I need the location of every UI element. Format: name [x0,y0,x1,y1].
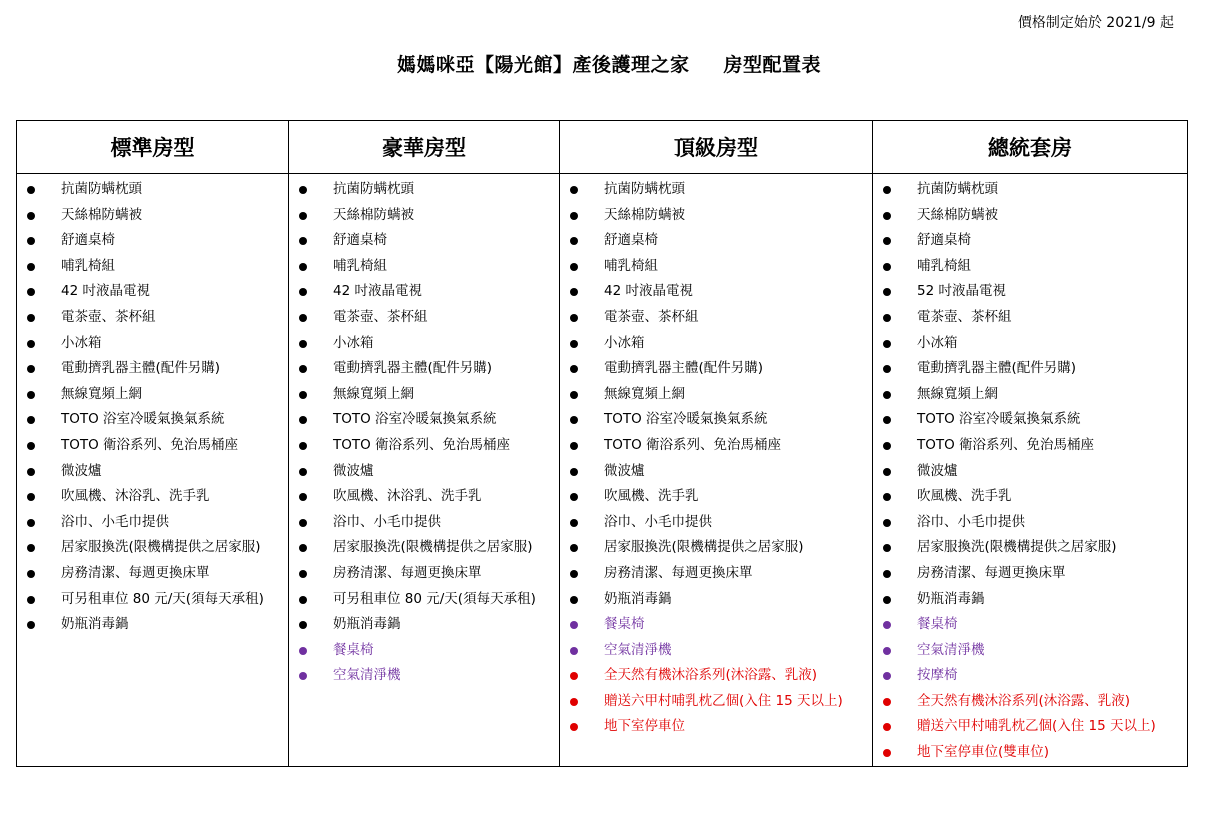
feature-label: 42 吋液晶電視 [333,283,422,300]
feature-item [560,561,872,587]
bullet-icon [570,237,578,245]
feature-label: 吹風機、沐浴乳、洗手乳 [333,488,482,505]
feature-label: 電動擠乳器主體(配件另購) [604,360,764,377]
feature-item [289,612,559,638]
feature-item [17,612,288,638]
feature-item [873,356,1187,382]
feature-label: 房務清潔、每週更換床單 [333,564,482,581]
feature-item [873,331,1187,357]
bullet-icon [883,365,891,373]
feature-label: 電茶壺、茶杯組 [333,308,428,325]
feature-item [560,305,872,331]
bullet-icon [27,237,35,245]
feature-label: 小冰箱 [61,334,102,351]
bullet-icon [27,519,35,527]
bullet-icon [299,314,307,322]
feature-item [289,382,559,408]
bullet-icon [27,212,35,220]
page-title [0,50,1218,77]
feature-label: 哺乳椅組 [604,257,658,274]
bullet-icon [883,340,891,348]
feature-item [560,382,872,408]
feature-item [873,407,1187,433]
bullet-icon [883,237,891,245]
room-features-cell-presidential [873,174,1188,767]
bullet-icon [570,288,578,296]
bullet-icon [27,621,35,629]
feature-label: TOTO 衛浴系列、免治馬桶座 [917,436,1095,453]
feature-item [289,331,559,357]
bullet-icon [299,186,307,194]
feature-item [560,433,872,459]
feature-item [289,407,559,433]
feature-label: 微波爐 [917,462,958,479]
feature-label: 電動擠乳器主體(配件另購) [61,360,221,377]
feature-item [873,587,1187,613]
feature-item [873,228,1187,254]
feature-label: 電茶壺、茶杯組 [604,308,699,325]
bullet-icon [883,544,891,552]
feature-label: 餐桌椅 [333,641,374,658]
feature-item [873,689,1187,715]
bullet-icon [27,186,35,194]
feature-label: TOTO 衛浴系列、免治馬桶座 [61,436,239,453]
bullet-icon [570,212,578,220]
feature-item [289,459,559,485]
bullet-icon [883,391,891,399]
feature-item [17,459,288,485]
bullet-icon [883,723,891,731]
bullet-icon [883,314,891,322]
feature-item [289,510,559,536]
feature-item [17,510,288,536]
bullet-icon [27,365,35,373]
bullet-icon [883,570,891,578]
room-features-cell-deluxe [289,174,560,767]
feature-label: 天絲棉防螨被 [61,206,142,223]
feature-item [873,535,1187,561]
feature-item [560,254,872,280]
bullet-icon [570,391,578,399]
feature-label: 無線寬頻上網 [604,385,685,402]
bullet-icon [27,340,35,348]
feature-label: 浴巾、小毛巾提供 [604,513,712,530]
feature-label: 電動擠乳器主體(配件另購) [333,360,493,377]
feature-list [289,177,559,689]
feature-item [17,535,288,561]
bullet-icon [299,365,307,373]
feature-label: 居家服換洗(限機構提供之居家服) [333,539,533,556]
bullet-icon [27,596,35,604]
feature-item [17,356,288,382]
feature-label: 無線寬頻上網 [917,385,998,402]
feature-label: 抗菌防螨枕頭 [61,181,142,197]
feature-label: 空氣清淨機 [333,667,401,684]
room-header-standard: 標準房型 [17,121,289,174]
feature-item [873,663,1187,689]
feature-item [873,612,1187,638]
page-title-facility: 媽媽咪亞【陽光館】產後護理之家 [396,54,690,76]
feature-label: TOTO 衛浴系列、免治馬桶座 [333,436,511,453]
feature-item [17,203,288,229]
feature-label: 吹風機、沐浴乳、洗手乳 [61,488,210,505]
feature-label: 微波爐 [333,462,374,479]
bullet-icon [570,314,578,322]
bullet-icon [299,493,307,501]
feature-label: 按摩椅 [917,667,958,684]
feature-label: 舒適桌椅 [604,232,658,249]
feature-item [560,638,872,664]
feature-item [873,459,1187,485]
feature-item [873,740,1187,766]
bullet-icon [570,263,578,271]
bullet-icon [27,570,35,578]
feature-label: 可另租車位 80 元/天(須每天承租) [61,590,264,607]
bullet-icon [299,570,307,578]
feature-item [560,331,872,357]
feature-list [17,177,288,638]
feature-label: 微波爐 [61,462,102,479]
feature-label: 天絲棉防螨被 [604,206,685,223]
feature-label: 小冰箱 [333,334,374,351]
bullet-icon [570,544,578,552]
bullet-icon [570,519,578,527]
feature-item [289,279,559,305]
room-header-deluxe: 豪華房型 [289,121,560,174]
feature-item [17,177,288,203]
feature-label: 奶瓶消毒鍋 [604,590,672,607]
feature-item [289,203,559,229]
bullet-icon [570,442,578,450]
bullet-icon [570,186,578,194]
feature-label: 舒適桌椅 [917,232,971,249]
bullet-icon [27,263,35,271]
feature-item [289,254,559,280]
feature-item [873,433,1187,459]
feature-label: 天絲棉防螨被 [333,206,414,223]
feature-item [560,510,872,536]
feature-item [560,484,872,510]
bullet-icon [299,391,307,399]
feature-label: 42 吋液晶電視 [61,283,150,300]
feature-label: 哺乳椅組 [333,257,387,274]
feature-item [289,433,559,459]
feature-item [560,535,872,561]
feature-item [560,228,872,254]
bullet-icon [570,698,578,706]
feature-item [17,331,288,357]
bullet-icon [27,288,35,296]
feature-label: 浴巾、小毛巾提供 [333,513,441,530]
feature-label: 抗菌防螨枕頭 [333,181,414,197]
feature-item [560,203,872,229]
feature-list [560,177,872,740]
feature-item [289,356,559,382]
bullet-icon [883,416,891,424]
feature-item [560,663,872,689]
bullet-icon [299,288,307,296]
bullet-icon [299,468,307,476]
feature-item [17,382,288,408]
bullet-icon [883,672,891,680]
bullet-icon [27,493,35,501]
feature-label: 哺乳椅組 [917,257,971,274]
feature-item [873,714,1187,740]
bullet-icon [299,544,307,552]
feature-item [873,177,1187,203]
feature-label: 舒適桌椅 [333,232,387,249]
bullet-icon [299,212,307,220]
feature-label: 天絲棉防螨被 [917,206,998,223]
feature-label: 可另租車位 80 元/天(須每天承租) [333,590,536,607]
feature-label: 奶瓶消毒鍋 [61,616,129,633]
feature-item [17,279,288,305]
feature-label: 房務清潔、每週更換床單 [917,564,1066,581]
feature-item [17,407,288,433]
bullet-icon [299,416,307,424]
feature-item [560,714,872,740]
page-title-table-name: 房型配置表 [723,54,822,76]
bullet-icon [299,596,307,604]
feature-item [873,510,1187,536]
feature-label: TOTO 浴室冷暖氣換氣系統 [333,411,497,428]
feature-label: 舒適桌椅 [61,232,115,249]
room-features-cell-standard [17,174,289,767]
feature-label: 房務清潔、每週更換床單 [61,564,210,581]
feature-item [289,663,559,689]
feature-label: 浴巾、小毛巾提供 [917,513,1025,530]
feature-label: 空氣清淨機 [604,641,672,658]
feature-label: 小冰箱 [917,334,958,351]
feature-label: 全天然有機沐浴系列(沐浴露、乳液) [917,692,1131,709]
feature-item [560,356,872,382]
feature-item [873,203,1187,229]
feature-list [873,177,1187,766]
feature-item [17,561,288,587]
bullet-icon [27,314,35,322]
bullet-icon [570,340,578,348]
bullet-icon [883,288,891,296]
feature-label: 房務清潔、每週更換床單 [604,564,753,581]
feature-label: 浴巾、小毛巾提供 [61,513,169,530]
feature-item [560,279,872,305]
feature-item [873,305,1187,331]
feature-label: 地下室停車位(雙車位) [917,744,1050,761]
feature-item [289,561,559,587]
feature-label: 無線寬頻上網 [61,385,142,402]
feature-label: 微波爐 [604,462,645,479]
feature-item [17,254,288,280]
feature-label: 奶瓶消毒鍋 [333,616,401,633]
feature-label: 52 吋液晶電視 [917,283,1006,300]
feature-item [289,484,559,510]
feature-label: 電動擠乳器主體(配件另購) [917,360,1077,377]
bullet-icon [570,672,578,680]
bullet-icon [299,340,307,348]
bullet-icon [27,416,35,424]
feature-item [873,638,1187,664]
bullet-icon [570,596,578,604]
bullet-icon [883,647,891,655]
bullet-icon [27,391,35,399]
bullet-icon [570,647,578,655]
feature-label: 吹風機、洗手乳 [604,488,699,505]
feature-item [289,587,559,613]
bullet-icon [883,596,891,604]
feature-label: 吹風機、洗手乳 [917,488,1012,505]
feature-label: 居家服換洗(限機構提供之居家服) [917,539,1117,556]
bullet-icon [883,621,891,629]
feature-label: 抗菌防螨枕頭 [917,181,998,197]
feature-label: TOTO 浴室冷暖氣換氣系統 [917,411,1081,428]
bullet-icon [883,493,891,501]
bullet-icon [299,519,307,527]
bullet-icon [883,749,891,757]
feature-label: 餐桌椅 [604,616,645,633]
bullet-icon [570,723,578,731]
room-header-row [17,121,1188,174]
bullet-icon [570,493,578,501]
feature-item [17,484,288,510]
feature-label: 空氣清淨機 [917,641,985,658]
bullet-icon [299,672,307,680]
feature-label: 電茶壺、茶杯組 [61,308,156,325]
feature-item [17,587,288,613]
feature-label: 無線寬頻上網 [333,385,414,402]
bullet-icon [883,186,891,194]
room-config-table [16,120,1188,767]
feature-label: 居家服換洗(限機構提供之居家服) [61,539,261,556]
feature-item [289,228,559,254]
feature-item [560,612,872,638]
feature-item [560,459,872,485]
feature-label: 全天然有機沐浴系列(沐浴露、乳液) [604,667,818,684]
room-header-presidential: 總統套房 [873,121,1188,174]
feature-item [289,638,559,664]
feature-item [289,305,559,331]
bullet-icon [27,468,35,476]
bullet-icon [299,621,307,629]
feature-label: 餐桌椅 [917,616,958,633]
feature-item [560,587,872,613]
feature-label: 電茶壺、茶杯組 [917,308,1012,325]
feature-label: 42 吋液晶電視 [604,283,693,300]
feature-label: 地下室停車位 [604,718,685,735]
bullet-icon [883,468,891,476]
room-features-cell-premium [560,174,873,767]
bullet-icon [27,544,35,552]
bullet-icon [570,468,578,476]
bullet-icon [299,442,307,450]
room-features-row [17,174,1188,767]
feature-item [873,561,1187,587]
feature-item [873,279,1187,305]
feature-item [17,228,288,254]
feature-label: 抗菌防螨枕頭 [604,181,685,197]
bullet-icon [27,442,35,450]
feature-item [17,433,288,459]
bullet-icon [570,365,578,373]
feature-item [873,484,1187,510]
feature-item [873,382,1187,408]
bullet-icon [883,698,891,706]
feature-label: TOTO 浴室冷暖氣換氣系統 [604,411,768,428]
feature-label: TOTO 浴室冷暖氣換氣系統 [61,411,225,428]
feature-label: 哺乳椅組 [61,257,115,274]
room-header-premium: 頂級房型 [560,121,873,174]
feature-label: 居家服換洗(限機構提供之居家服) [604,539,804,556]
feature-item [289,535,559,561]
feature-label: TOTO 衛浴系列、免治馬桶座 [604,436,782,453]
feature-item [289,177,559,203]
feature-label: 贈送六甲村哺乳枕乙個(入住 15 天以上) [604,692,843,709]
bullet-icon [883,442,891,450]
bullet-icon [299,237,307,245]
feature-item [873,254,1187,280]
bullet-icon [570,416,578,424]
bullet-icon [299,647,307,655]
feature-label: 小冰箱 [604,334,645,351]
feature-item [560,689,872,715]
feature-item [17,305,288,331]
feature-label: 贈送六甲村哺乳枕乙個(入住 15 天以上) [917,718,1156,735]
feature-item [560,407,872,433]
bullet-icon [883,519,891,527]
bullet-icon [883,263,891,271]
price-date-note: 價格制定始於 2021/9 起 [1017,15,1174,31]
feature-label: 奶瓶消毒鍋 [917,590,985,607]
bullet-icon [299,263,307,271]
feature-item [560,177,872,203]
bullet-icon [570,621,578,629]
bullet-icon [570,570,578,578]
bullet-icon [883,212,891,220]
